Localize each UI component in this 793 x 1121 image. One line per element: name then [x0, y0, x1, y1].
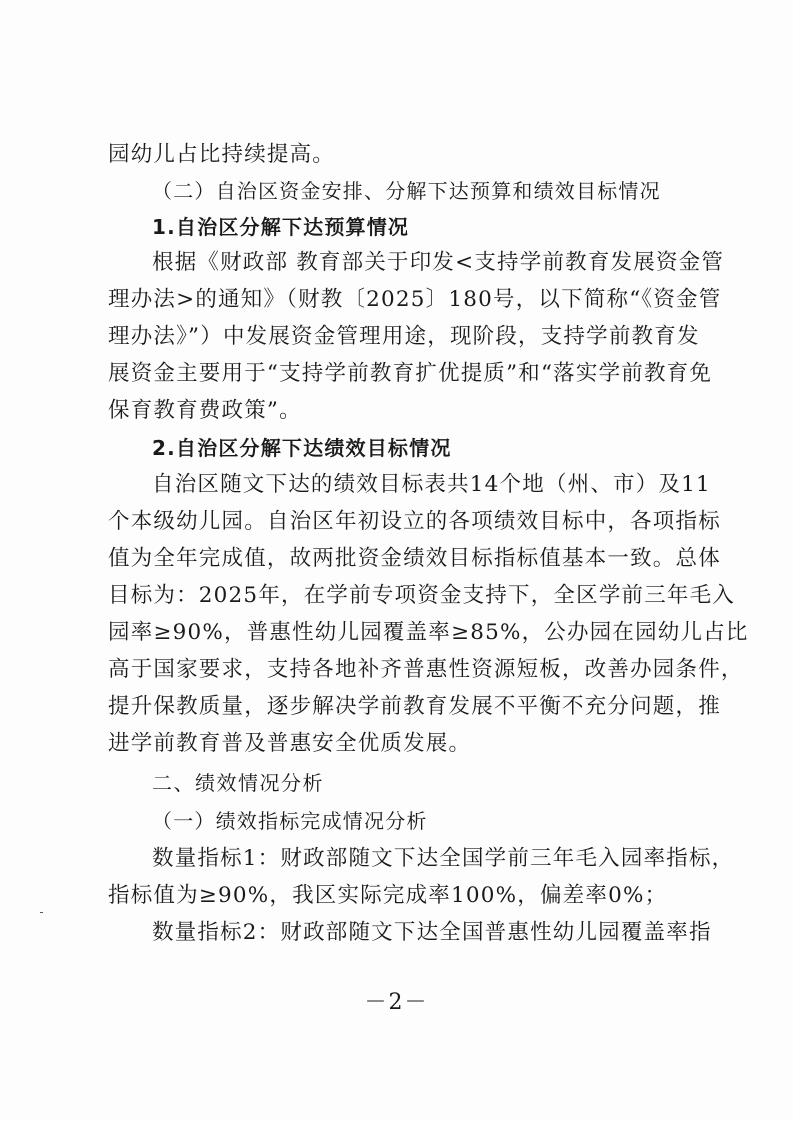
paragraph-line: 展资金主要用于“支持学前教育扩优提质”和“落实学前教育免 [108, 361, 713, 386]
paragraph-line: 理办法>的通知》（财教〔2025〕180号，以下简称“《资金管 [108, 287, 722, 312]
page-number: －2－ [364, 990, 429, 1015]
paragraph-line: 园幼儿占比持续提高。 [108, 142, 336, 167]
paragraph-line: 个本级幼儿园。自治区年初设立的各项绩效目标中，各项指标 [108, 509, 721, 534]
paragraph-line: 园率≥90%，普惠性幼儿园覆盖率≥85%，公办园在园幼儿占比 [108, 620, 749, 645]
section-heading: （二）自治区资金安排、分解下达预算和绩效目标情况 [152, 179, 661, 203]
paragraph-line: 自治区随文下达的绩效目标表共14个地（州、市）及11 [152, 472, 711, 497]
subsection-heading: 2.自治区分解下达绩效目标情况 [152, 436, 452, 460]
paragraph-line: 目标为：2025年，在学前专项资金支持下，全区学前三年毛入 [108, 583, 736, 608]
chapter-heading: 二、绩效情况分析 [152, 771, 324, 795]
paragraph-line: 数量指标2：财政部随文下达全国普惠性幼儿园覆盖率指 [152, 920, 712, 945]
section-heading: （一）绩效指标完成情况分析 [152, 809, 428, 833]
paragraph-line: 根据《财政部 教育部关于印发<支持学前教育发展资金管 [152, 250, 725, 275]
paragraph-line: 理办法》”）中发展资金管理用途，现阶段，支持学前教育发 [108, 324, 700, 349]
subsection-heading: 1.自治区分解下达预算情况 [152, 215, 410, 239]
paragraph-line: 值为全年完成值，故两批资金绩效目标指标值基本一致。总体 [108, 546, 721, 571]
paragraph-line: 进学前教育普及普惠安全优质发展。 [108, 731, 472, 756]
paragraph-line: 指标值为≥90%，我区实际完成率100%，偏差率0%； [108, 883, 668, 908]
paragraph-line: 数量指标1：财政部随文下达全国学前三年毛入园率指标， [152, 846, 735, 871]
paragraph-line: 提升保教质量，逐步解决学前教育发展不平衡不充分问题，推 [108, 694, 721, 719]
scan-speck [40, 912, 43, 913]
paragraph-line: 高于国家要求，支持各地补齐普惠性资源短板，改善办园条件， [108, 657, 744, 682]
paragraph-line: 保育教育费政策”。 [108, 398, 302, 423]
